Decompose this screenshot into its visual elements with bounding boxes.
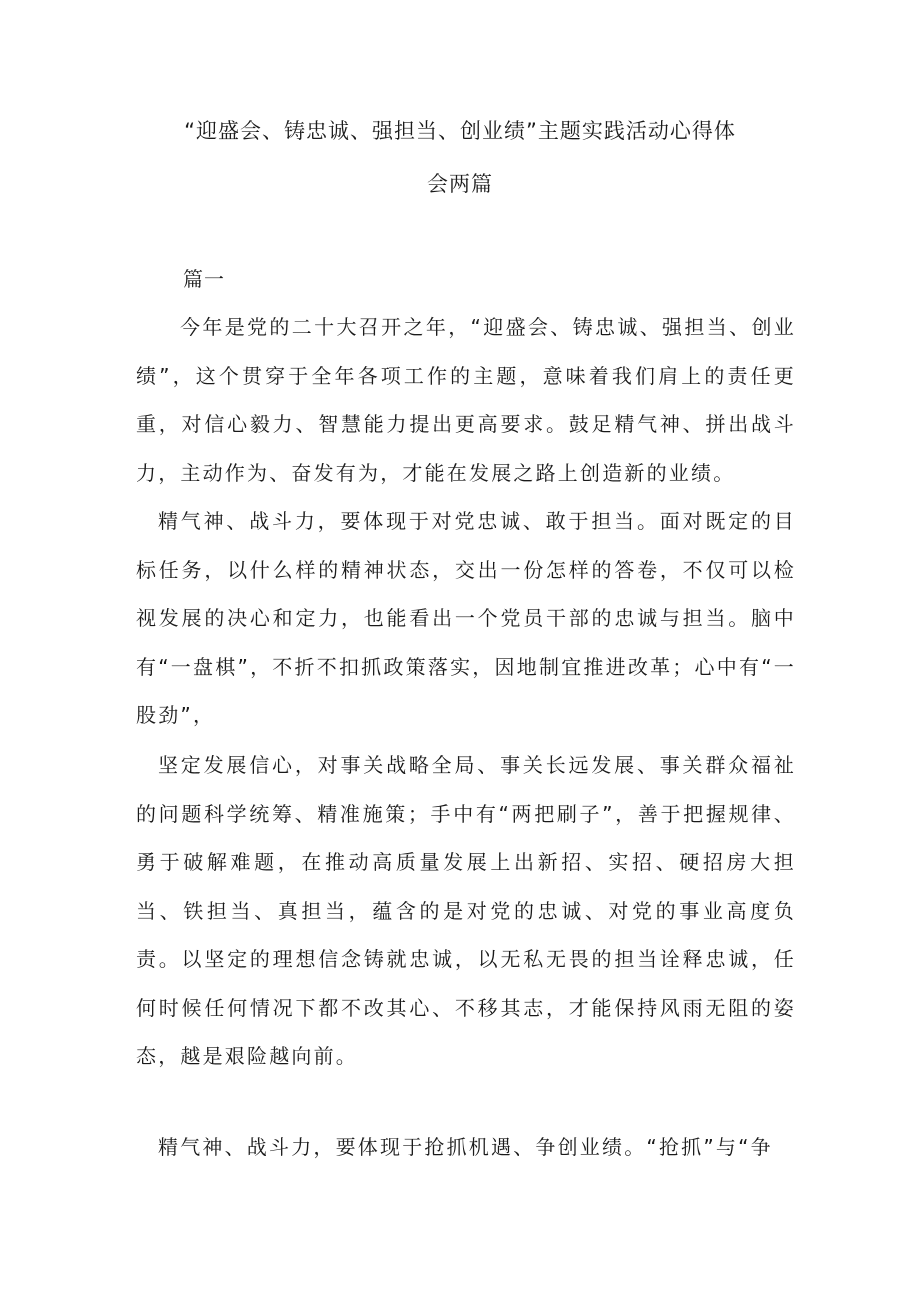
document-title-line-1: “迎盛会、铸忠诚、强担当、创业绩”主题实践活动心得体 — [184, 119, 736, 143]
section-label: 篇一 — [183, 267, 225, 291]
paragraph-3: 坚定发展信心，对事关战略全局、事关长远发展、事关群众福祉的问题科学统筹、精准施策；手中有“两把刷子”，善于把握规律、勇于破解难题，在推动高质量发展上出新招、实招、硬招房大担当、铁担当、真担当，蕴含的是对党的忠诚、对党的事业高度负责。以坚定的理想信念铸就忠诚，以无私无畏的担当诠释忠诚，任何时候任何情况下都不改其心、不移其志，才能保持风雨无阻的姿态，越是艰险越向前。 — [136, 753, 796, 1068]
paragraph-4: 精气神、战斗力，要体现于抢抓机遇、争创业绩。“抢抓”与“争 — [158, 1135, 773, 1159]
paragraph-1: 今年是党的二十大召开之年，“迎盛会、铸忠诚、强担当、创业绩”，这个贯穿于全年各项工作的主题，意味着我们肩上的责任更重，对信心毅力、智慧能力提出更高要求。鼓足精气神、拼出战斗力，主动作为、奋发有为，才能在发展之路上创造新的业绩。 — [136, 315, 796, 485]
paragraph-2: 精气神、战斗力，要体现于对党忠诚、敢于担当。面对既定的目标任务，以什么样的精神状态，交出一份怎样的答卷，不仅可以检视发展的决心和定力，也能看出一个党员干部的忠诚与担当。脑中有“一盘棋”，不折不扣抓政策落实，因地制宜推进改革；心中有“一股劲”， — [136, 509, 796, 727]
document-title-line-2: 会两篇 — [427, 172, 493, 196]
